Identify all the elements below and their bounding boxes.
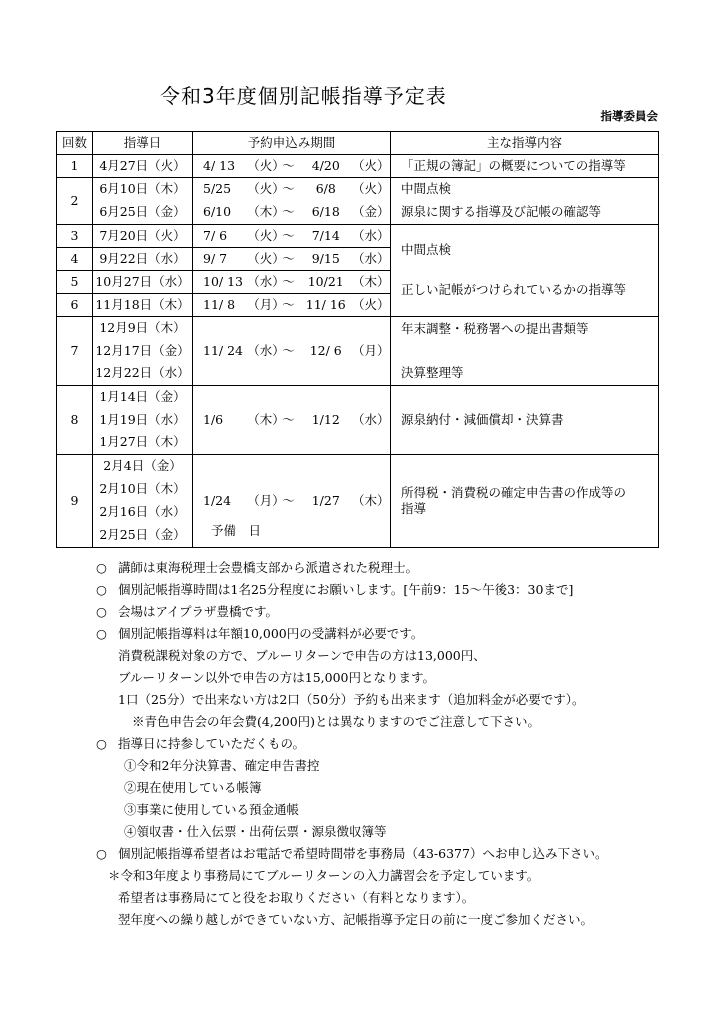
period-end-weekday: （水） — [352, 250, 390, 266]
row-period — [193, 455, 391, 548]
row-date-line: 1月14日（金） — [99, 389, 186, 405]
period-start: 7/ 6 — [203, 227, 228, 243]
note-sub-text: 1口（25分）で出来ない方は2口（50分）予約も出来ます（追加料金が必要です）。 — [118, 692, 585, 707]
content-line: 決算整理等 — [401, 364, 464, 380]
row-content — [391, 178, 659, 225]
note-text: 個別記帳指導希望者はお電話で希望時間帯を事務局（43-6377）へお申し込み下さい。 — [118, 846, 608, 861]
row-date-line: 6月10日（木） — [99, 181, 186, 197]
table-row — [57, 317, 659, 386]
period-start-weekday: （月） — [247, 296, 285, 312]
row-period — [193, 248, 391, 271]
row-date — [93, 455, 193, 548]
row-period — [193, 271, 391, 294]
period-end-weekday: （木） — [352, 273, 390, 289]
note-sub-text: ＊令和3年度より事務局にてブルーリターンの入力講習会を予定しています。 — [108, 868, 540, 883]
row-content — [391, 225, 659, 317]
note-sub-text: ①令和2年分決算書、確定申告書控 — [124, 758, 320, 773]
content-line: 正しい記帳がつけられているかの指導等 — [401, 282, 627, 298]
period-start: 6/10 — [203, 204, 232, 220]
note-sub-text: 希望者は事務局にてと役をお取りください（有料となります）。 — [118, 890, 475, 905]
period-end: 4/20 — [311, 157, 340, 173]
row-date-line: 6月25日（金） — [99, 204, 186, 220]
row-date-line: 12月22日（水） — [95, 365, 190, 381]
row-no: 3 — [57, 225, 93, 248]
row-no: 1 — [57, 155, 93, 178]
period-end: 12/ 6 — [309, 342, 342, 358]
row-date — [93, 178, 193, 225]
period-tilde: ～ — [282, 250, 295, 266]
period-end: 10/21 — [307, 273, 344, 289]
row-no: 9 — [57, 455, 93, 548]
note-item — [96, 738, 305, 751]
note-text: 個別記帳指導時間は1名25分程度にお願いします。[午前9：15～午後3：30まで] — [118, 582, 574, 597]
row-date-line: 2月25日（金） — [99, 527, 186, 543]
period-start-weekday: （火） — [247, 181, 285, 197]
period-tilde: ～ — [282, 493, 295, 508]
period-start-weekday: （火） — [247, 157, 285, 173]
row-content — [391, 317, 659, 386]
period-start: 4/ 13 — [203, 157, 236, 173]
period-end-weekday: （水） — [352, 227, 390, 243]
row-date-line: 1月19日（水） — [99, 411, 186, 427]
header-date: 指導日 — [93, 132, 193, 155]
row-content: 源泉納付・減価償却・決算書 — [391, 386, 659, 455]
period-tilde: ～ — [282, 342, 295, 358]
committee-label: 指導委員会 — [600, 109, 658, 123]
row-period — [193, 178, 391, 225]
schedule-table — [56, 131, 659, 548]
row-date: 4月27日（火） — [93, 155, 193, 178]
note-item — [96, 606, 278, 619]
row-period — [193, 225, 391, 248]
period-tilde: ～ — [282, 181, 295, 197]
period-start: 10/ 13 — [203, 273, 243, 289]
row-no: 2 — [57, 178, 93, 225]
period-start: 11/ 24 — [203, 342, 243, 358]
table-header-row — [57, 132, 659, 155]
period-end-weekday: （水） — [352, 411, 390, 427]
note-item — [96, 584, 573, 597]
content-line: 指導 — [401, 500, 427, 516]
table-row — [57, 386, 659, 455]
note-sub-text: 消費税課税対象の方で、ブルーリターンで申告の方は13,000円、 — [118, 648, 486, 663]
period-tilde: ～ — [282, 411, 295, 427]
note-sub-text: ③事業に使用している預金通帳 — [124, 802, 300, 817]
content-line: 所得税・消費税の確定申告書の作成等の — [401, 485, 627, 500]
period-tilde: ～ — [282, 204, 295, 220]
period-start-weekday: （水） — [247, 342, 285, 358]
note-sub-text: ④領収書・仕入伝票・出荷伝票・源泉徴収簿等 — [124, 824, 387, 839]
row-date: 11月18日（木） — [93, 294, 193, 317]
period-end-weekday: （火） — [352, 296, 390, 312]
row-date-line: 2月10日（木） — [99, 481, 186, 497]
row-no: 4 — [57, 248, 93, 271]
table-row — [57, 178, 659, 225]
period-end: 6/8 — [315, 181, 336, 197]
row-content — [391, 455, 659, 548]
row-no: 6 — [57, 294, 93, 317]
period-end: 7/14 — [311, 227, 340, 243]
content-line: 源泉に関する指導及び記帳の確認等 — [401, 204, 602, 220]
row-no: 7 — [57, 317, 93, 386]
note-text: 指導日に持参していただくもの。 — [118, 736, 306, 751]
row-date: 10月27日（水） — [93, 271, 193, 294]
period-end-weekday: （木） — [352, 493, 390, 508]
row-no: 8 — [57, 386, 93, 455]
note-item — [96, 848, 607, 861]
note-text: 会場はアイプラザ豊橋です。 — [118, 604, 279, 619]
row-date-line: 2月4日（金） — [103, 458, 182, 474]
table-row — [57, 225, 659, 248]
period-start-weekday: （木） — [247, 204, 285, 220]
row-date-line: 1月27日（木） — [99, 434, 186, 450]
period-end-weekday: （火） — [352, 157, 390, 173]
note-text: 講師は東海税理士会豊橋支部から派遣された税理士。 — [118, 560, 419, 575]
bullet-circle-icon: ○ — [96, 560, 107, 575]
note-sub-text: ②現在使用している帳簿 — [124, 780, 262, 795]
period-start-weekday: （火） — [247, 250, 285, 266]
header-no: 回数 — [57, 132, 93, 155]
row-date: 9月22日（水） — [93, 248, 193, 271]
row-period — [193, 317, 391, 386]
page-title: 令和3年度個別記帳指導予定表 — [160, 84, 447, 108]
header-content: 主な指導内容 — [391, 132, 659, 155]
row-date-line: 12月17日（金） — [95, 342, 190, 358]
content-line: 年末調整・税務署への提出書類等 — [401, 321, 589, 336]
period-start-weekday: （月） — [247, 493, 285, 508]
row-date: 7月20日（火） — [93, 225, 193, 248]
period-start: 1/24 — [203, 493, 232, 508]
period-tilde: ～ — [282, 157, 295, 173]
row-period — [193, 294, 391, 317]
period-end-weekday: （月） — [352, 342, 390, 358]
table-row — [57, 455, 659, 548]
row-period — [193, 386, 391, 455]
period-tilde: ～ — [282, 273, 295, 289]
period-start: 11/ 8 — [203, 296, 236, 312]
bullet-circle-icon: ○ — [96, 736, 107, 751]
note-item — [96, 628, 423, 641]
period-end: 1/27 — [311, 493, 340, 508]
period-end: 1/12 — [311, 411, 340, 427]
bullet-circle-icon: ○ — [96, 846, 107, 861]
reserve-day: 予備 日 — [211, 523, 262, 538]
content-line: 中間点検 — [401, 242, 452, 258]
row-date — [93, 317, 193, 386]
table-row — [57, 155, 659, 178]
row-date — [93, 386, 193, 455]
bullet-circle-icon: ○ — [96, 626, 107, 641]
period-start-weekday: （火） — [247, 227, 285, 243]
note-item — [96, 562, 418, 575]
period-start-weekday: （木） — [247, 411, 285, 427]
note-text: 個別記帳指導料は年額10,000円の受講料が必要です。 — [118, 626, 424, 641]
content-line: 中間点検 — [401, 181, 452, 197]
period-end: 11/ 16 — [305, 296, 346, 312]
period-start: 1/6 — [203, 411, 224, 427]
period-end: 6/18 — [311, 204, 340, 220]
note-sub-text: ブルーリターン以外で申告の方は15,000円となります。 — [118, 670, 435, 685]
row-content: 「正規の簿記」の概要についての指導等 — [391, 155, 659, 178]
header-period: 予約申込み期間 — [193, 132, 391, 155]
period-end: 9/15 — [311, 250, 340, 266]
period-start: 9/ 7 — [203, 250, 228, 266]
row-date-line: 12月9日（木） — [99, 320, 186, 336]
note-sub-text: 翌年度への繰り越しができていない方、記帳指導予定日の前に一度ご参加ください。 — [118, 912, 594, 927]
bullet-circle-icon: ○ — [96, 604, 107, 619]
row-period — [193, 155, 391, 178]
period-end-weekday: （金） — [352, 204, 390, 220]
period-start: 5/25 — [203, 181, 232, 197]
note-sub-text: ※青色申告会の年会費(4,200円)とは異なりますのでご注意して下さい。 — [132, 714, 541, 729]
period-tilde: ～ — [282, 296, 295, 312]
period-end-weekday: （火） — [352, 181, 390, 197]
period-start-weekday: （水） — [247, 273, 285, 289]
row-date-line: 2月16日（水） — [99, 504, 186, 520]
bullet-circle-icon: ○ — [96, 582, 107, 597]
row-no: 5 — [57, 271, 93, 294]
period-tilde: ～ — [282, 227, 295, 243]
